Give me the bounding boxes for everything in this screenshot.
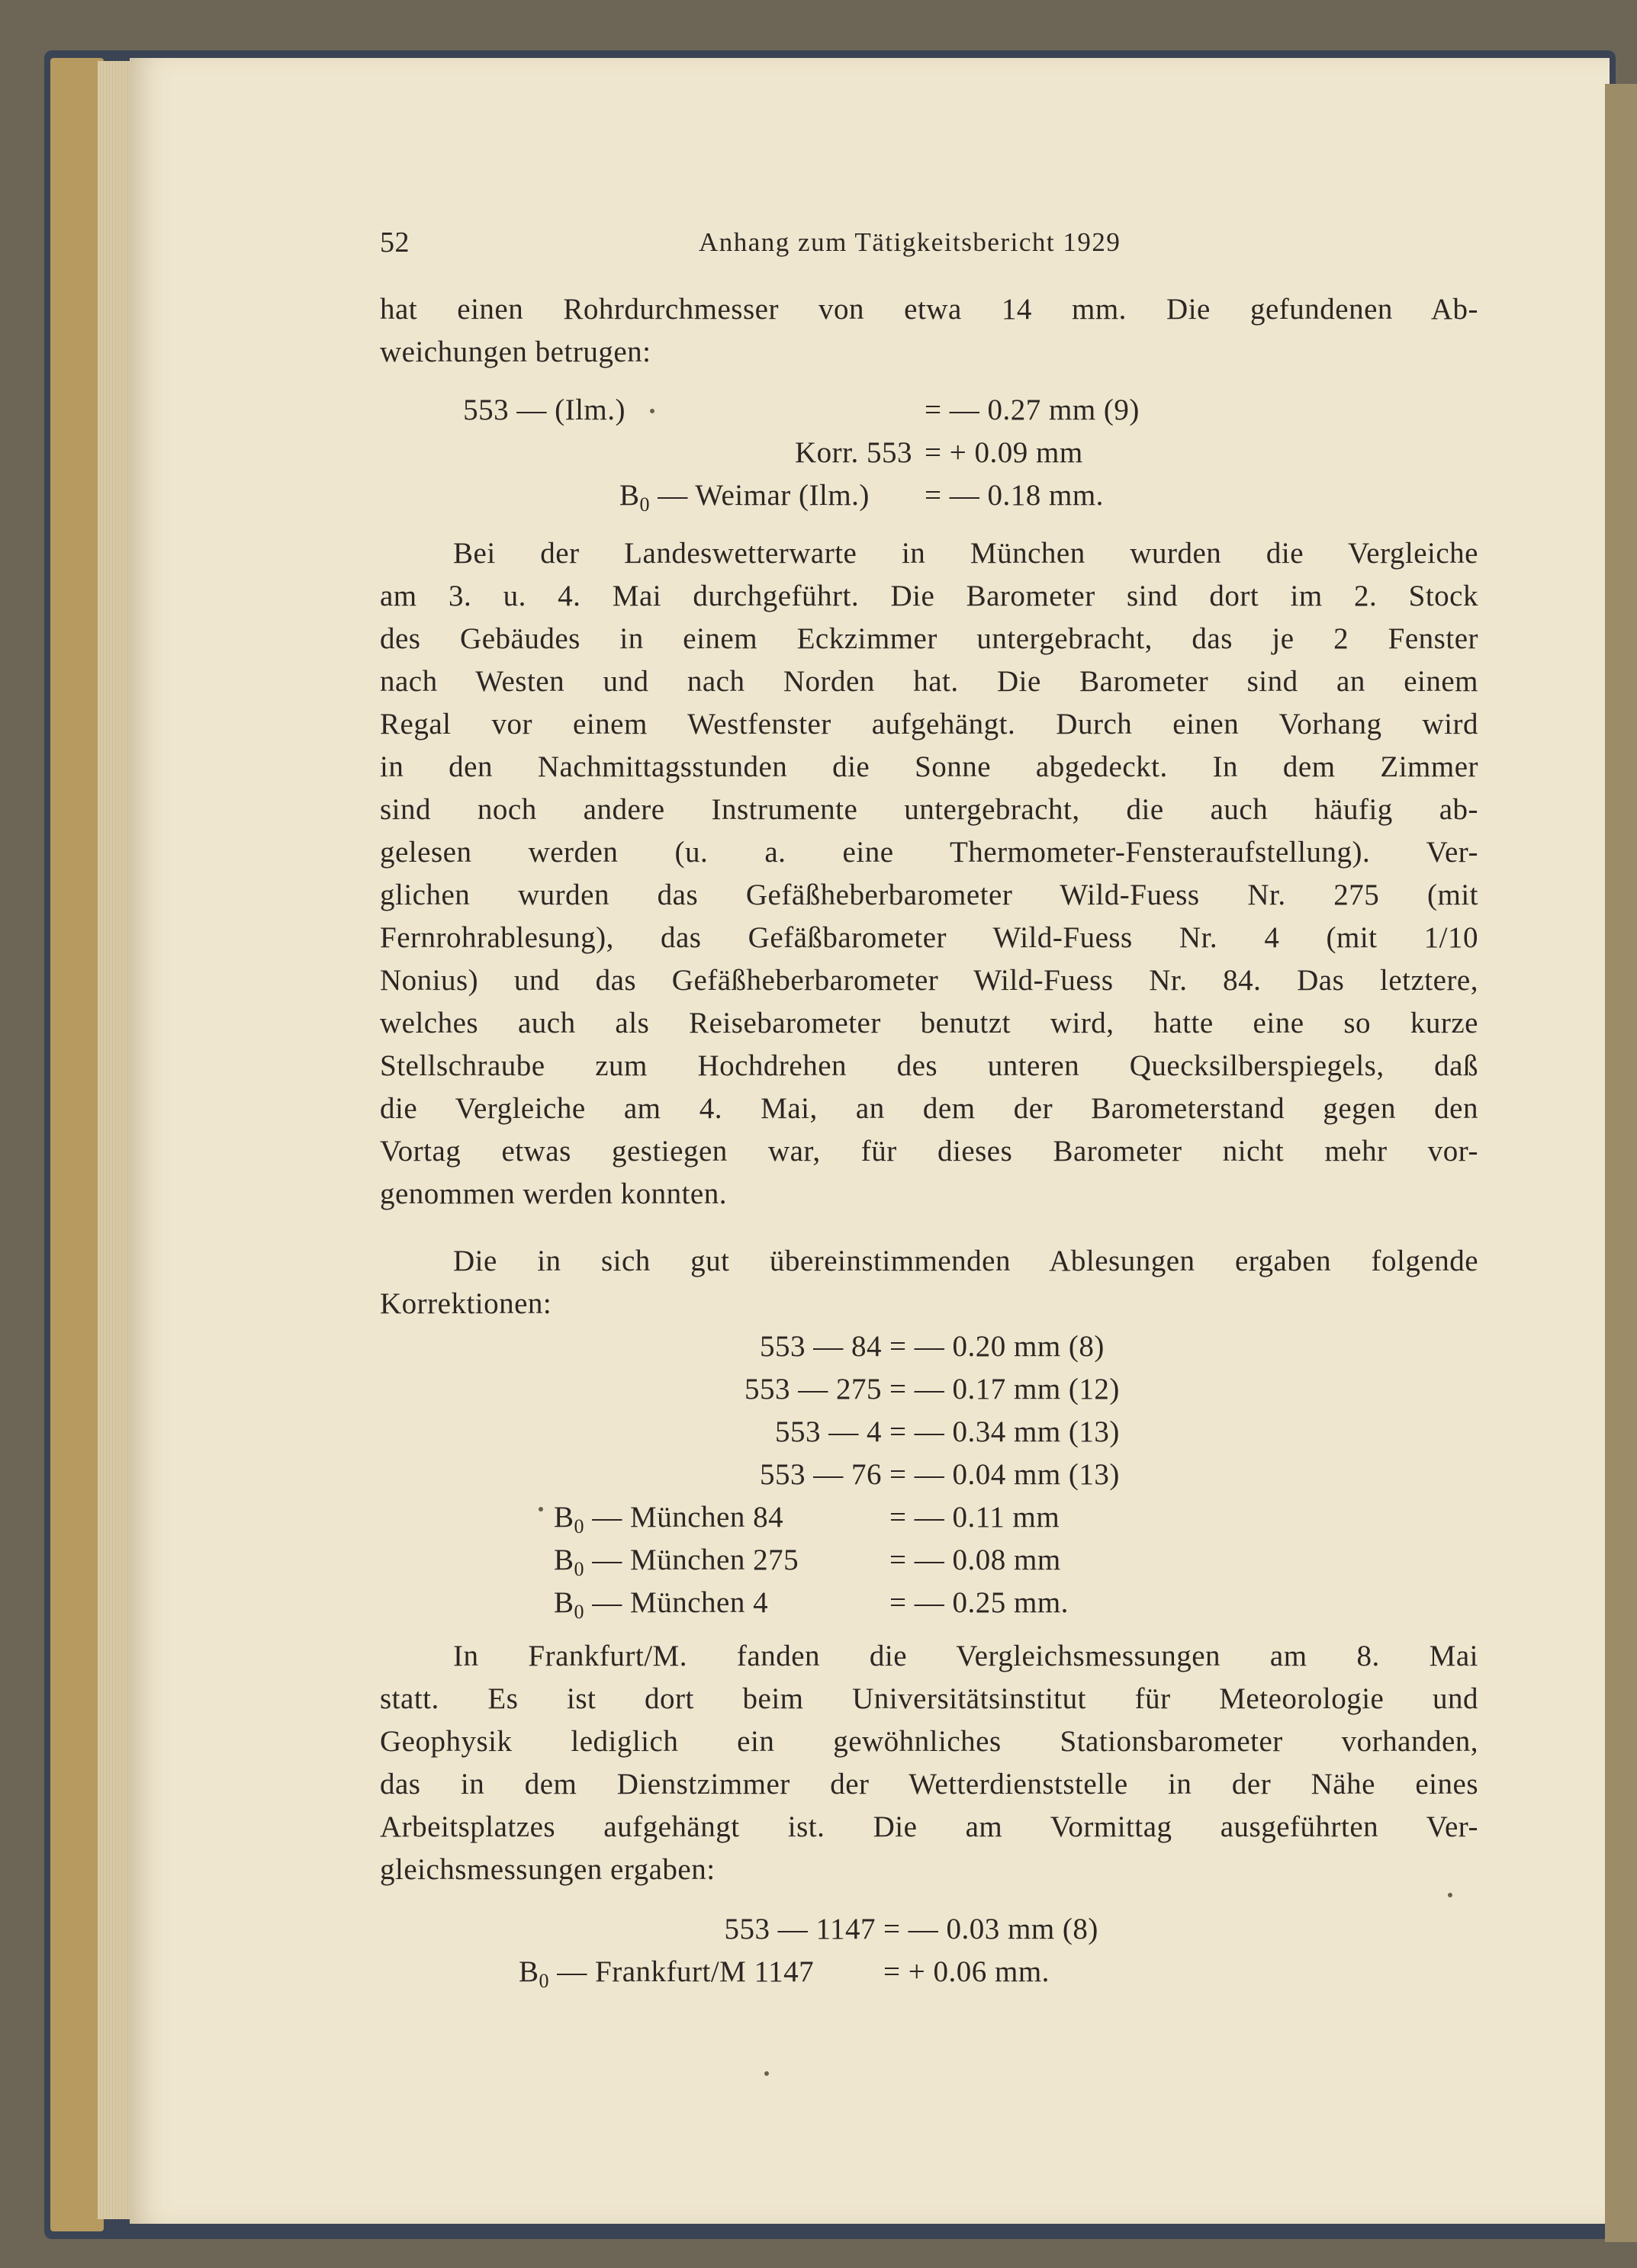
text-line: am 3. u. 4. Mai durchgeführt. Die Barometer sind dort im 2. Stock — [380, 580, 1478, 612]
paper-speck — [1448, 1893, 1452, 1897]
text-line: das in dem Dienstzimmer der Wetterdienststelle in der Nähe eines — [380, 1768, 1478, 1801]
equation-rhs: = — 0.03 mm (8) — [883, 1913, 1098, 1945]
text-line: Nonius) und das Gefäßheberbarometer Wild-Fuess Nr. 84. Das letztere, — [380, 964, 1478, 997]
text-line: des Gebäudes in einem Eckzimmer untergebracht, das je 2 Fenster — [380, 622, 1478, 655]
equation-rhs: = — 0.17 mm (12) — [889, 1373, 1120, 1405]
equation-rhs: = — 0.11 mm — [889, 1501, 1060, 1534]
equation-rhs: = — 0.04 mm (13) — [889, 1458, 1120, 1491]
text-line: hat einen Rohrdurchmesser von etwa 14 mm. Die gefundenen Ab- — [380, 293, 1478, 326]
text-line: Regal vor einem Westfenster aufgehängt. Durch einen Vorhang wird — [380, 708, 1478, 740]
text-line: statt. Es ist dort beim Universitätsinstitut für Meteorologie und — [380, 1682, 1478, 1715]
equation-rhs: = — 0.20 mm (8) — [889, 1330, 1105, 1363]
text-line: glichen wurden das Gefäßheberbarometer Wild-Fuess Nr. 275 (mit — [380, 879, 1478, 911]
paragraph-4 — [380, 1635, 1478, 1891]
equation-rhs: = + 0.09 mm — [925, 436, 1083, 469]
paragraph-2 — [380, 532, 1478, 1216]
text-line: in den Nachmittagsstunden die Sonne abgedeckt. In dem Zimmer — [380, 750, 1478, 783]
text-line: Vortag etwas gestiegen war, für dieses Barometer nicht mehr vor- — [380, 1135, 1478, 1168]
equation-lhs: — Weimar (Ilm.) — [658, 479, 870, 512]
text-line: die Vergleiche am 4. Mai, an dem der Barometerstand gegen den — [380, 1092, 1478, 1125]
cover-edge — [50, 58, 104, 2231]
facing-page-edge — [1605, 84, 1637, 2242]
paragraph-1 — [380, 288, 1478, 374]
text-line: gelesen werden (u. a. eine Thermometer-Fensteraufstellung). Ver- — [380, 836, 1478, 869]
page-number: 52 — [380, 226, 410, 259]
equation-rhs: = — 0.18 mm. — [925, 479, 1104, 512]
text-line: Korrektionen: — [380, 1287, 552, 1320]
paper-speck — [539, 1507, 543, 1511]
text-line: sind noch andere Instrumente untergebracht, die auch häufig ab- — [380, 793, 1478, 826]
equation-rhs: = — 0.27 mm (9) — [925, 394, 1140, 426]
text-line: weichungen betrugen: — [380, 336, 651, 368]
equation-rhs: = — 0.34 mm (13) — [889, 1415, 1120, 1448]
equation-rhs: = — 0.25 mm. — [889, 1586, 1069, 1619]
paper-speck — [764, 2071, 769, 2076]
header-title: Anhang zum Tätigkeitsbericht 1929 — [699, 227, 1121, 257]
equation-lhs: Korr. 553 — [795, 436, 912, 469]
running-header — [380, 221, 1173, 267]
equation-line: $B_0$ — München 275 — [554, 1544, 799, 1580]
text-line: genommen werden konnten. — [380, 1177, 727, 1210]
text-line: welches auch als Reisebarometer benutzt wird, hatte eine so kurze — [380, 1007, 1478, 1039]
text-line: Bei der Landeswetterwarte in München wurden die Vergleiche — [453, 537, 1478, 570]
equation-rhs: = + 0.06 mm. — [883, 1955, 1050, 1988]
text-line: Geophysik lediglich ein gewöhnliches Stationsbarometer vorhanden, — [380, 1725, 1478, 1758]
equation-rhs: = — 0.08 mm — [889, 1544, 1061, 1576]
paper-speck — [650, 409, 654, 413]
text-line: Die in sich gut übereinstimmenden Ablesungen ergaben folgende — [453, 1245, 1478, 1277]
equation-line: $B_0$ — Weimar (Ilm.) — [619, 479, 870, 516]
equation-line: $B_0$ — Frankfurt/M 1147 — [519, 1955, 815, 1992]
text-line: gleichsmessungen ergaben: — [380, 1853, 716, 1886]
paragraph-3 — [380, 1240, 1478, 1325]
equation-line: $B_0$ — München 4 — [554, 1586, 769, 1623]
text-line: In Frankfurt/M. fanden die Vergleichsmessungen am 8. Mai — [453, 1640, 1478, 1672]
text-line: Arbeitsplatzes aufgehängt ist. Die am Vormittag ausgeführten Ver- — [380, 1810, 1478, 1843]
text-line: nach Westen und nach Norden hat. Die Barometer sind an einem — [380, 665, 1478, 698]
text-line: Stellschraube zum Hochdrehen des unteren Quecksilberspiegels, daß — [380, 1049, 1478, 1082]
equation-line: $B_0$ — München 84 — [554, 1501, 784, 1537]
equation-lhs: 553 — (Ilm.) — [463, 394, 626, 426]
text-line: Fernrohrablesung), das Gefäßbarometer Wild-Fuess Nr. 4 (mit 1/10 — [380, 921, 1478, 954]
